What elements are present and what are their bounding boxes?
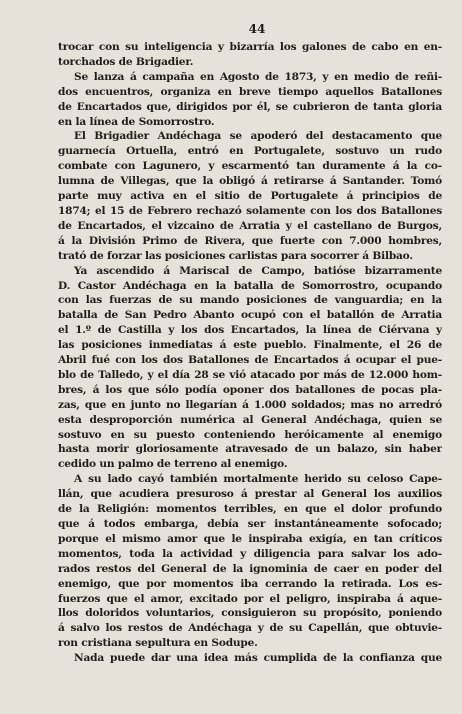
text-line: 1874; el 15 de Febrero rechazó solamente con los dos Batallones (58, 204, 442, 217)
text-line: de Encartados, el vizcaino de Arratia y el castellano de Burgos, (58, 219, 442, 232)
text-line: A su lado cayó también mortalmente herido su celoso Cape- (74, 473, 442, 486)
paragraph (58, 472, 442, 651)
text-line: á salvo los restos de Andéchaga y de su Capellán, que obtuvie- (58, 622, 442, 635)
text-line: esta desproporción numérica al General Andéchaga, quien se (58, 413, 442, 426)
text-line: ron cristiana sepultura en Sodupe. (58, 637, 258, 650)
text-line: cedido un palmo de terreno al enemigo. (58, 458, 288, 471)
text-line: batalla de San Pedro Abanto ocupó con el batallón de Arratia (58, 309, 442, 322)
text-line: zas, que en junto no llegarían á 1.000 soldados; mas no arredró (58, 398, 442, 411)
text-line: bres, á los que sólo podía oponer dos batallones de pocas pla- (58, 383, 442, 396)
text-line: trocar con su inteligencia y bizarría los galones de cabo en en- (58, 41, 442, 53)
text-line: Nada puede dar una idea más cumplida de la confianza que (74, 652, 442, 665)
paragraph (58, 129, 442, 263)
body-text (58, 40, 442, 666)
text-line: Abril fué con los dos Batallones de Encartados á ocupar el pue- (58, 354, 442, 367)
text-line: momentos, toda la actividad y diligencia para salvar los ado- (58, 547, 442, 560)
page-number: 44 (248, 22, 266, 36)
text-line: el 1.º de Castilla y los dos Encartados, la línea de Ciérvana y (58, 324, 442, 337)
paragraph (58, 651, 442, 666)
text-line: guarnecía Ortuella, entró en Portugalete, sostuvo un rudo (58, 145, 442, 158)
text-line: Ya ascendido á Mariscal de Campo, batióse bizarramente (74, 264, 442, 277)
text-line: lumna de Villegas, que la obligó á retirarse á Santander. Tomó (58, 175, 442, 188)
text-line: blo de Talledo, y el día 28 se vió atacado por más de 12.000 hom- (58, 368, 442, 381)
text-line: dos encuentros, organiza en breve tiempo aquellos Batallones (58, 85, 442, 98)
text-line: fuerzos que el amor, excitado por el peligro, inspiraba á aque- (58, 592, 442, 605)
text-line: rados restos del General de la ignominia de caer en poder del (58, 562, 442, 575)
text-line: enemigo, que por momentos iba cerrando la retirada. Los es- (58, 577, 442, 590)
text-line: Se lanza á campaña en Agosto de 1873, y en medio de reñi- (74, 70, 442, 83)
text-line: de la Religión: momentos terribles, en que el dolor profundo (58, 503, 442, 516)
text-line: llos doloridos voluntarios, consiguieron su propósito, poniendo (58, 607, 442, 620)
paragraph (58, 40, 442, 70)
text-line: El Brigadier Andéchaga se apoderó del destacamento que (74, 130, 442, 143)
text-line: D. Castor Andéchaga en la batalla de Somorrostro, ocupando (58, 279, 442, 292)
text-line: que á todos embarga, debía ser instantáneamente sofocado; (58, 518, 442, 530)
text-line: á la División Primo de Rivera, que fuerte con 7.000 hombres, (58, 234, 442, 247)
text-line: sostuvo en su puesto conteniendo heróicamente al enemigo (58, 428, 442, 441)
text-line: en la línea de Somorrostro. (58, 115, 215, 128)
paragraph (58, 70, 442, 130)
text-line: combate con Lagunero, y escarmentó tan duramente á la co- (58, 160, 442, 173)
text-line: trató de forzar las posiciones carlistas para socorrer á Bilbao. (58, 249, 413, 262)
text-line: hasta morir gloriosamente atravesado de un balazo, sin haber (58, 443, 442, 456)
text-line: torchados de Brigadier. (58, 55, 194, 68)
paragraph (58, 264, 442, 473)
text-line: de Encartados que, dirigidos por él, se cubrieron de tanta gloria (58, 100, 442, 113)
text-line: porque el mismo amor que le inspiraba exigía, en tan críticos (58, 532, 442, 545)
text-line: parte muy activa en el sitio de Portugalete á principios de (58, 190, 442, 203)
text-line: llán, que acudiera presuroso á prestar al General los auxilios (58, 488, 442, 501)
text-line: las posiciones inmediatas á este pueblo. Finalmente, el 26 de (58, 339, 442, 352)
text-line: con las fuerzas de su mando posiciones de vanguardia; en la (58, 294, 442, 307)
